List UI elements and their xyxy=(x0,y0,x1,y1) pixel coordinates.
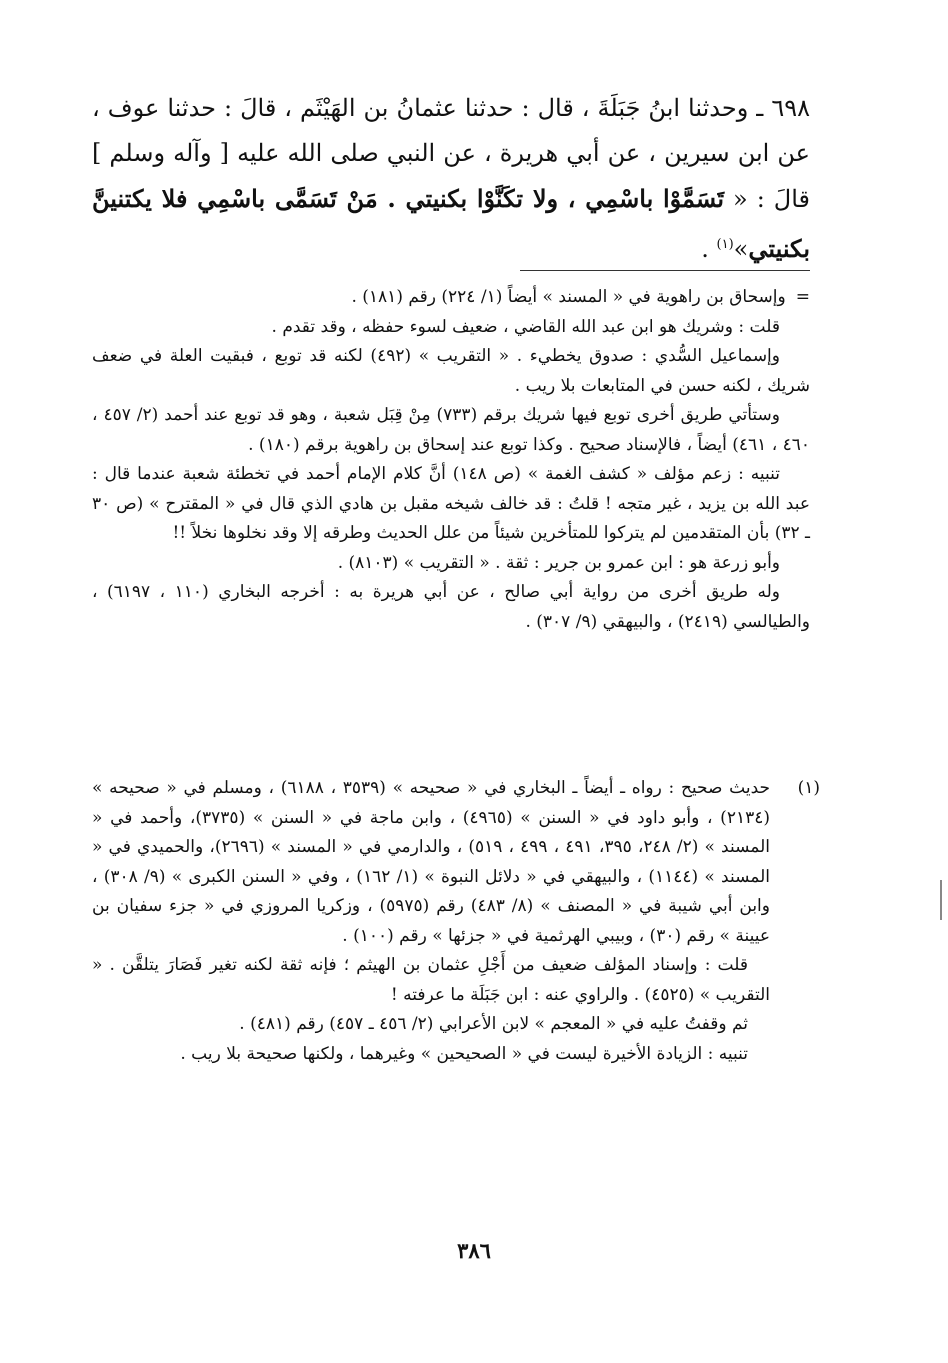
hadith-quote: تَسَمَّوْا باسْمِي ، ولا تكَنَّوْا بكنيتي . مَنْ تَسَمَّى باسْمِي فلا يكتنينَّ بكنيتي xyxy=(92,184,810,263)
footnote-continuation xyxy=(92,283,810,637)
hadith-text xyxy=(92,86,810,272)
continuation-mark: = xyxy=(795,287,810,307)
fn-para-6: وأبو زرعة هو : ابن عمرو بن جرير : ثقة . « التقريب » (٨١٠٣) . xyxy=(337,552,780,573)
page-number: ٣٨٦ xyxy=(457,1238,491,1263)
fn-para-3: وإسماعيل السُّدي : صدوق يخطيء . « التقريب » (٤٩٢) لكنه قد توبع ، فبقيت العلة في ضعف شريك ، لكنه حسن في المتابعات بلا ريب . xyxy=(92,346,810,396)
fn-para-2: قلت : وشريك هو ابن عبد الله القاضي ، ضعيف لسوء حفظه ، وقد تقدم . xyxy=(271,316,780,337)
fn1-para-4: تنبيه : الزيادة الأخيرة ليست في « الصحيحين » وغيرهما ، ولكنها صحيحة بلا ريب . xyxy=(180,1043,748,1064)
fn1-para-2: قلت : وإسناد المؤلف ضعيف من أَجْلِ عثمان بن الهيثم ؛ فإنه ثقة لكنه تغير فَصَارَ يتلقَّن . « التقريب » (٤٥٢٥) . والراوي عنه : ابن جَبَلَة ما عرفته ! xyxy=(92,955,770,1005)
hadith-line-3: [ وآله وسلم ] قالَ : « xyxy=(92,139,810,213)
fn1-para-3: ثم وقفتُ عليه في « المعجم » لابن الأعرابي (٢/ ٤٥٦ ـ ٤٥٧) رقم (٤٨١) . xyxy=(239,1014,748,1034)
hadith-line-2: حدثنا عوف ، عن ابن سيرين ، عن أبي هريرة ، عن النبي صلى الله عليه xyxy=(92,94,810,167)
footnote-1 xyxy=(92,774,820,1069)
fn-para-4: وستأتي طريق أخرى توبع فيها شريك برقم (٧٣٣) مِنْ قِبَل شعبة ، وهو قد توبع عند أحمد (٢/ ٤٥٧ ، ٤٦٠ ، ٤٦١) أيضاً ، فالإسناد صحيح . وكذا توبع عند إسحاق بن راهوية برقم (١٨٠) . xyxy=(92,405,810,455)
hadith-end: . xyxy=(701,235,717,263)
hadith-line-1: ٦٩٨ ـ وحدثنا ابنُ جَبَلَةَ ، قال : حدثنا عثمانُ بن الهَيْثَم ، قالَ : xyxy=(224,94,810,122)
scan-artifact xyxy=(940,880,942,920)
fn-para-1 xyxy=(92,283,810,313)
footnote-separator xyxy=(520,270,810,271)
footnote-1-body xyxy=(92,774,770,1069)
fn1-para-1: حديث صحيح : رواه ـ أيضاً ـ البخاري في « صحيحه » (٣٥٣٩ ، ٦١٨٨) ، ومسلم في « صحيحه » (٢١٣٤) ، وأبو داود في « السنن » (٤٩٦٥) ، وابن ماجة في « السنن » (٣٧٣٥)، وأحمد في « المسند » (٢/ ٢٤٨، ٣٩٥، ٤٩١ ، ٤٩٩ ، ٥١٩) ، والدارمي في « المسند » (٢٦٩٦)، والحميدي في « المسند » (١١٤٤) ، والبيهقي في « دلائل النبوة » (١/ ١٦٢) ، وفي « السنن الكبرى » (٩/ ٣٠٨) ، وابن أبي شيبة في « المصنف » (٨/ ٤٨٣) رقم (٥٩٧٥) ، وزكريا المروزي في « جزء سفيان بن عيينة » رقم (٣٠) ، وبيبي الهرثمية في « جزئها » رقم (١٠٠) . xyxy=(92,778,771,946)
hadith-quote-close: » xyxy=(733,235,749,263)
footnote-1-number: (١) xyxy=(797,778,820,798)
fn-para-5: تنبيه : زعم مؤلف « كشف الغمة » (ص ١٤٨) أنَّ كلام الإمام أحمد في تخطئة شعبة عندما قال : عبد الله بن يزيد ، غير متجه ! قلتُ : قد خالف شيخه مقبل بن هادي الذي قال في « المقترح » (ص ٣٠ ـ ٣٢) بأن المتقدمين لم يتركوا للمتأخرين شيئاً من علل الحديث وطرقه إلا وقد نخلوها نخلاً !! xyxy=(92,464,810,543)
footnote-marker: (١) xyxy=(716,237,734,252)
fn-para-7: وله طريق أخرى من رواية أبي صالح ، عن أبي هريرة به : أخرجه البخاري (١١٠ ، ٦١٩٧) ، والطيالسي (٢٤١٩) ، والبيهقي (٩/ ٣٠٧) . xyxy=(92,582,810,632)
fn-para-1-text: وإسحاق بن راهوية في « المسند » أيضاً (١/ ٢٢٤) رقم (١٨١) . xyxy=(351,287,786,307)
